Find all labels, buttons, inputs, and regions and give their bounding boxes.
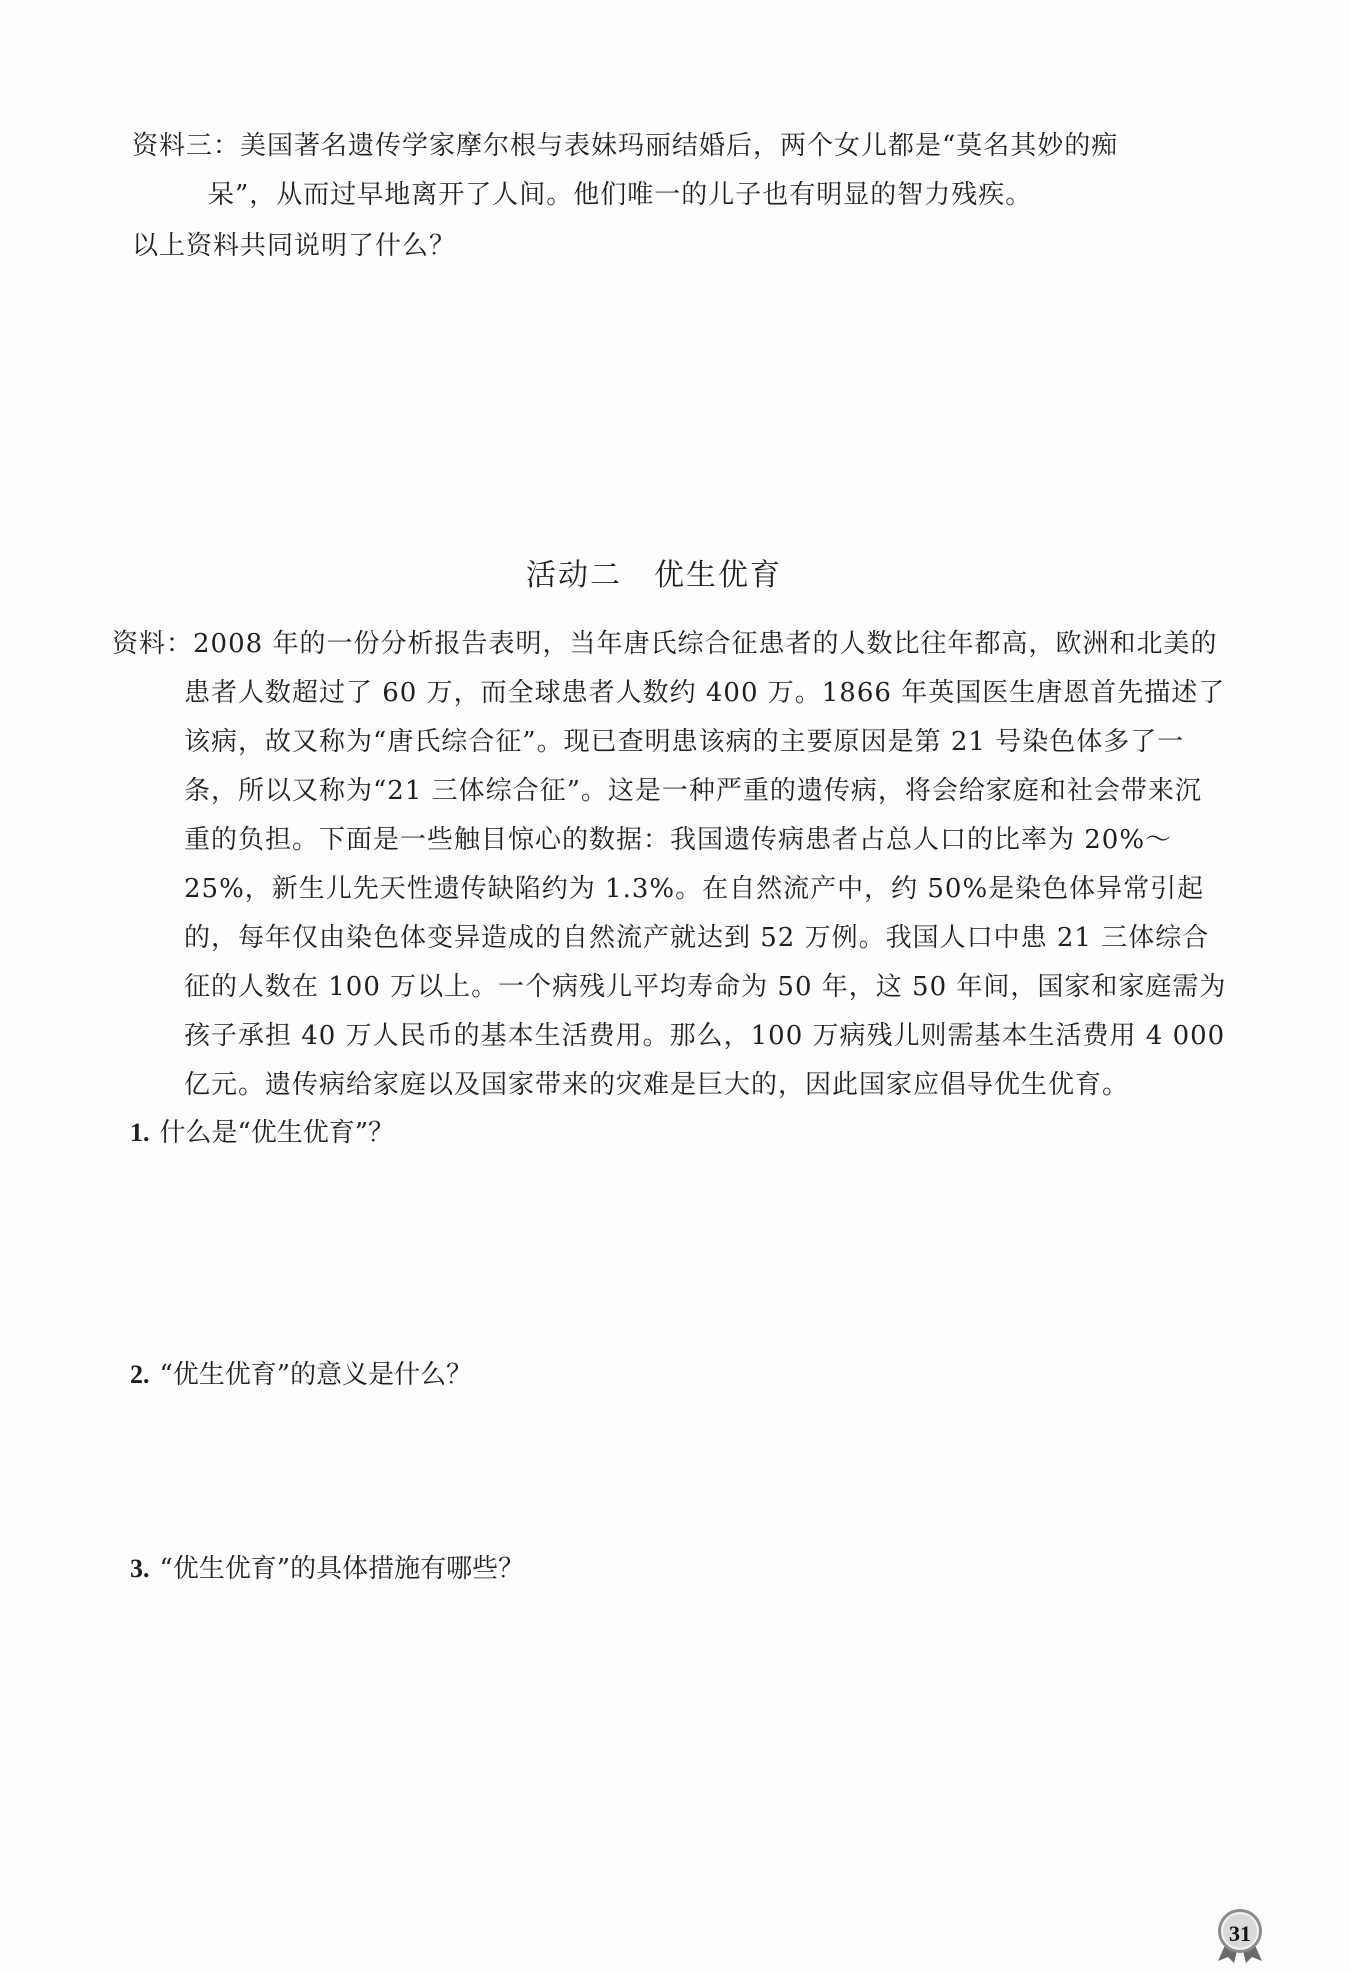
material-three-text-1: 美国著名遗传学家摩尔根与表妹玛丽结婚后，两个女儿都是“莫名其妙的痴 xyxy=(240,131,1119,161)
question-number: 1. xyxy=(130,1118,150,1147)
material-line xyxy=(112,669,1226,718)
question-materials: 以上资料共同说明了什么？ xyxy=(132,231,457,261)
material-line xyxy=(112,620,1218,669)
material-line xyxy=(112,865,1212,914)
question-text: “优生优育”的具体措施有哪些？ xyxy=(159,1554,525,1584)
material-text: 征的人数在 100 万以上。一个病残儿平均寿命为 50 年，这 50 年间，国家和家庭需为 xyxy=(184,972,1227,1002)
material-text: 条，所以又称为“21 三体综合征”。这是一种严重的遗传病，将会给家庭和社会带来沉 xyxy=(184,776,1202,806)
material-text: 2008 年的一份分析报告表明，当年唐氏综合征患者的人数比往年都高，欧洲和北美的 xyxy=(193,629,1218,659)
question-text: 什么是“优生优育”？ xyxy=(159,1118,395,1148)
material-three-label: 资料三： xyxy=(132,131,241,161)
activity-title xyxy=(0,550,1308,594)
material-text: 25%，新生儿先天性遗传缺陷约为 1.3%。在自然流产中，约 50%是染色体异常引起 xyxy=(184,874,1205,904)
material-block xyxy=(112,620,1227,1110)
question-2 xyxy=(130,1354,472,1391)
question-1 xyxy=(130,1112,394,1149)
question-number: 3. xyxy=(130,1554,150,1583)
material-three-line-1 xyxy=(132,122,1212,171)
material-text: 该病，故又称为“唐氏综合征”。现已查明患该病的主要原因是第 21 号染色体多了一 xyxy=(184,727,1185,757)
material-line xyxy=(112,718,1212,767)
material-three-text-2: 呆”，从而过早地离开了人间。他们唯一的儿子也有明显的智力残疾。 xyxy=(208,180,1033,210)
material-text: 重的负担。下面是一些触目惊心的数据：我国遗传病患者占总人口的比率为 20%～ xyxy=(184,825,1173,855)
material-text: 孩子承担 40 万人民币的基本生活费用。那么，100 万病残儿则需基本生活费用 4 000 xyxy=(184,1021,1226,1051)
material-text: 的，每年仅由染色体变异造成的自然流产就达到 52 万例。我国人口中患 21 三体综合 xyxy=(184,923,1210,953)
material-text: 患者人数超过了 60 万，而全球患者人数约 400 万。1866 年英国医生唐恩首先描述了 xyxy=(184,678,1226,708)
material-three-line-2 xyxy=(132,171,1212,220)
material-three xyxy=(132,122,1212,220)
page-number-badge xyxy=(1212,1907,1268,1963)
material-line xyxy=(112,816,1212,865)
question-text: “优生优育”的意义是什么？ xyxy=(159,1360,473,1390)
material-label: 资料： xyxy=(112,629,194,659)
material-line xyxy=(112,963,1227,1012)
material-line xyxy=(112,1061,1212,1110)
material-text: 亿元。遗传病给家庭以及国家带来的灾难是巨大的，因此国家应倡导优生优育。 xyxy=(184,1070,1130,1100)
page-number: 31 xyxy=(1229,1921,1251,1946)
material-line xyxy=(112,767,1212,816)
activity-title-number: 活动二 xyxy=(526,558,622,593)
activity-title-topic: 优生优育 xyxy=(654,558,782,593)
material-line xyxy=(112,1012,1226,1061)
question-number: 2. xyxy=(130,1360,150,1389)
question-3 xyxy=(130,1548,524,1585)
material-line xyxy=(112,914,1212,963)
